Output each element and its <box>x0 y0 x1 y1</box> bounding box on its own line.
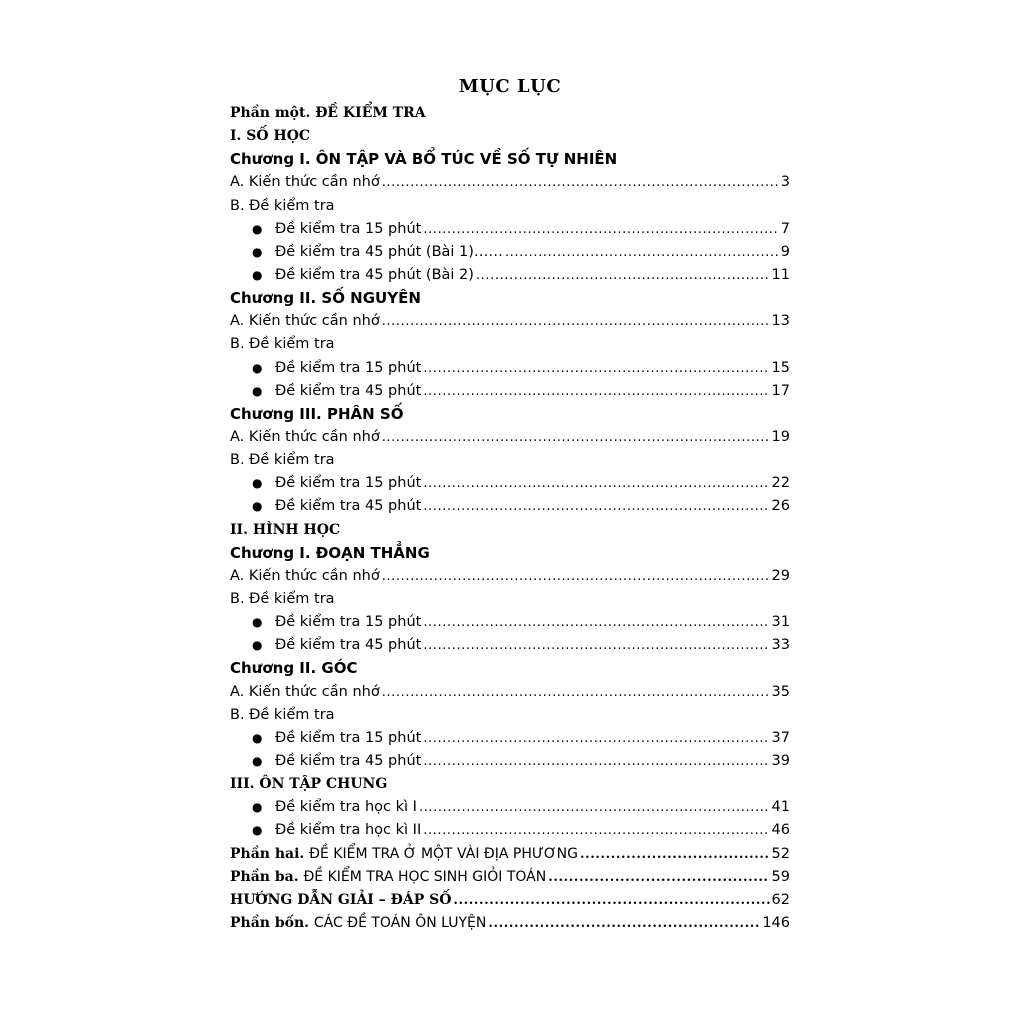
toc-item-row <box>230 195 790 218</box>
toc-entry-label: Chương II. GÓC <box>230 659 358 678</box>
toc-page-number: 41 <box>771 799 790 816</box>
toc-page-number: 19 <box>771 428 790 445</box>
toc-page-number: 13 <box>771 313 790 330</box>
dot-leader <box>419 796 770 819</box>
toc-item-row <box>230 681 790 704</box>
table-of-contents <box>230 72 790 935</box>
bullet-icon: ● <box>252 615 263 630</box>
toc-entry-label <box>230 843 578 866</box>
page-title: MỤC LỤC <box>458 76 562 97</box>
bullet-icon: ● <box>252 730 263 745</box>
toc-page-number: 35 <box>771 683 790 700</box>
bullet-icon: ● <box>252 753 263 768</box>
toc-entry-label: B. Đề kiểm tra <box>230 452 335 469</box>
toc-page-number: 62 <box>771 891 790 908</box>
toc-item-row <box>230 310 790 333</box>
dot-leader <box>423 611 769 634</box>
toc-entry-label: Đề kiểm tra 15 phút <box>275 729 422 746</box>
toc-entry-label: Đề kiểm tra 45 phút (Bài 1)…… <box>275 243 503 260</box>
toc-item-row <box>230 333 790 356</box>
bullet-icon: ● <box>252 244 263 259</box>
toc-chapter-row <box>230 403 790 426</box>
toc-bullet-row <box>230 819 790 842</box>
toc-page-number: 11 <box>771 266 790 283</box>
toc-chapter-row <box>230 148 790 171</box>
bullet-icon: ● <box>252 267 263 282</box>
dot-leader <box>423 218 778 241</box>
toc-page-number: 15 <box>771 359 790 376</box>
toc-bullet-row <box>230 495 790 518</box>
dot-leader <box>382 681 770 704</box>
dot-leader <box>382 310 770 333</box>
toc-entry-label: Đề kiểm tra 15 phút <box>275 614 422 631</box>
bullet-icon: ● <box>252 221 263 236</box>
toc-bullet-row <box>230 796 790 819</box>
toc-entry-label: Chương I. ÔN TẬP VÀ BỔ TÚC VỀ SỐ TỰ NHIÊN <box>230 150 618 169</box>
bullet-icon: ● <box>252 476 263 491</box>
toc-entry-label: Đề kiểm tra 45 phút <box>275 752 422 769</box>
bullet-icon: ● <box>252 638 263 653</box>
dot-leader <box>382 426 770 449</box>
toc-entry-label: II. HÌNH HỌC <box>230 521 341 538</box>
toc-page-number: 31 <box>771 614 790 631</box>
toc-bullet-row <box>230 241 790 264</box>
toc-entry-label: Chương I. ĐOẠN THẲNG <box>230 543 430 562</box>
toc-entry-label: Đề kiểm tra 45 phút <box>275 498 422 515</box>
toc-bullet-row <box>230 611 790 634</box>
toc-bullet-row <box>230 634 790 657</box>
toc-entry-label: B. Đề kiểm tra <box>230 590 335 607</box>
toc-entry-part-title: ĐỀ KIỂM TRA HỌC SINH GIỎI TOÁN <box>303 868 547 885</box>
toc-entry-part-number: Phần bốn. <box>230 914 310 931</box>
toc-entry-label: I. SỐ HỌC <box>230 128 311 145</box>
dot-leader <box>423 472 769 495</box>
toc-entry-label: Chương III. PHÂN SỐ <box>230 404 404 423</box>
toc-chapter-row <box>230 657 790 680</box>
dot-leader <box>423 750 769 773</box>
dot-leader <box>382 565 770 588</box>
toc-bullet-row <box>230 218 790 241</box>
toc-entry-label: A. Kiến thức cần nhớ <box>230 174 380 191</box>
toc-page-number: 17 <box>771 382 790 399</box>
toc-entry-label: Đề kiểm tra 15 phút <box>275 475 422 492</box>
toc-item-row <box>230 565 790 588</box>
toc-bullet-row <box>230 264 790 287</box>
bullet-icon: ● <box>252 383 263 398</box>
toc-page-number: 146 <box>762 914 790 931</box>
toc-entry-label: Đề kiểm tra học kì I <box>275 799 417 816</box>
toc-part-row <box>230 889 790 912</box>
toc-page-number: 3 <box>780 174 790 191</box>
toc-bullet-row <box>230 380 790 403</box>
toc-part-row <box>230 843 790 866</box>
toc-entry-label <box>230 912 486 935</box>
dot-leader <box>423 380 769 403</box>
toc-page-number: 46 <box>771 822 790 839</box>
bullet-icon: ● <box>252 499 263 514</box>
toc-bullet-row <box>230 727 790 750</box>
toc-chapter-row <box>230 542 790 565</box>
dot-leader <box>548 866 769 889</box>
toc-page-number: 33 <box>771 637 790 654</box>
toc-entry-label: Đề kiểm tra 15 phút <box>275 220 422 237</box>
toc-page-number: 29 <box>771 567 790 584</box>
toc-entry-label: Chương II. SỐ NGUYÊN <box>230 289 421 308</box>
toc-entry-label: Phần một. ĐỀ KIỂM TRA <box>230 105 426 121</box>
dot-leader <box>423 495 769 518</box>
toc-section-row <box>230 125 790 148</box>
toc-page-number: 52 <box>771 845 790 862</box>
toc-list <box>230 102 790 935</box>
toc-item-row <box>230 171 790 194</box>
toc-entry-part-number: Phần ba. <box>230 868 299 885</box>
toc-entry-label: A. Kiến thức cần nhớ <box>230 567 380 584</box>
toc-item-row <box>230 449 790 472</box>
toc-page-number: 22 <box>771 475 790 492</box>
toc-part-row <box>230 912 790 935</box>
toc-part-row <box>230 866 790 889</box>
toc-chapter-row <box>230 287 790 310</box>
dot-leader <box>423 634 769 657</box>
toc-entry-label: Đề kiểm tra học kì II <box>275 822 422 839</box>
toc-entry-part-title: ĐỀ KIỂM TRA Ở MỘT VÀI ĐỊA PHƯƠNG <box>309 845 578 862</box>
toc-page-number: 39 <box>771 752 790 769</box>
toc-item-row <box>230 426 790 449</box>
toc-page-number: 37 <box>771 729 790 746</box>
toc-page-number: 9 <box>780 243 790 260</box>
toc-entry-label: Đề kiểm tra 45 phút (Bài 2) <box>275 266 474 283</box>
dot-leader <box>423 727 769 750</box>
toc-item-row <box>230 588 790 611</box>
dot-leader <box>488 912 760 935</box>
bullet-icon: ● <box>252 800 263 815</box>
toc-entry-label: Đề kiểm tra 15 phút <box>275 359 422 376</box>
toc-entry-label: B. Đề kiểm tra <box>230 706 335 723</box>
toc-page-number: 26 <box>771 498 790 515</box>
bullet-icon: ● <box>252 823 263 838</box>
toc-page-number: 7 <box>780 220 790 237</box>
toc-entry-label: A. Kiến thức cần nhớ <box>230 313 380 330</box>
toc-entry-label: B. Đề kiểm tra <box>230 336 335 353</box>
toc-item-row <box>230 704 790 727</box>
dot-leader <box>476 264 770 287</box>
toc-bullet-row <box>230 750 790 773</box>
toc-entry-label: III. ÔN TẬP CHUNG <box>230 776 388 793</box>
toc-section-row <box>230 773 790 796</box>
toc-entry-label: A. Kiến thức cần nhớ <box>230 683 380 700</box>
dot-leader <box>505 241 779 264</box>
toc-part-row <box>230 102 790 125</box>
dot-leader <box>580 843 770 866</box>
toc-entry-label: Đề kiểm tra 45 phút <box>275 382 422 399</box>
bullet-icon: ● <box>252 360 263 375</box>
dot-leader <box>423 357 769 380</box>
toc-entry-part-number: Phần hai. <box>230 845 305 862</box>
toc-entry-label: Đề kiểm tra 45 phút <box>275 637 422 654</box>
toc-entry-label: A. Kiến thức cần nhớ <box>230 428 380 445</box>
toc-entry-label: HƯỚNG DẪN GIẢI – ĐÁP SỐ <box>230 891 452 908</box>
dot-leader <box>453 889 769 912</box>
dot-leader <box>423 819 769 842</box>
toc-section-row <box>230 519 790 542</box>
toc-entry-part-title: CÁC ĐỀ TOÁN ÔN LUYỆN <box>313 914 487 931</box>
toc-entry-label: B. Đề kiểm tra <box>230 197 335 214</box>
toc-page-number: 59 <box>771 868 790 885</box>
toc-bullet-row <box>230 357 790 380</box>
toc-bullet-row <box>230 472 790 495</box>
toc-entry-label <box>230 866 546 889</box>
dot-leader <box>382 171 779 194</box>
